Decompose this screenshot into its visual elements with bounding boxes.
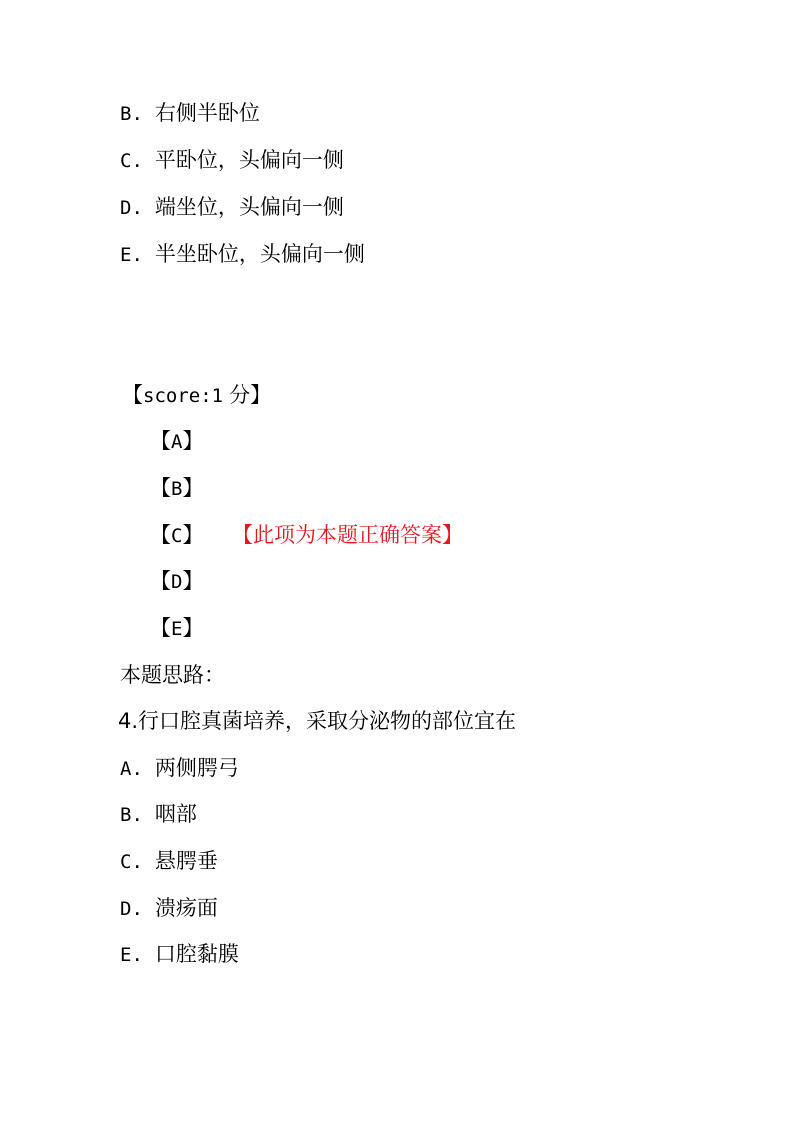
prev-option-c	[120, 146, 344, 175]
score-open-bracket: 【	[122, 383, 143, 407]
question-option-e	[120, 940, 239, 969]
question-option-a	[120, 754, 239, 783]
option-letter: D.	[120, 197, 143, 219]
explanation-label: 本题思路：	[120, 663, 225, 687]
option-letter: B.	[120, 804, 143, 826]
answer-option-e	[150, 614, 203, 643]
question-option-d	[120, 894, 218, 923]
option-letter: E.	[120, 244, 143, 266]
option-text: 两侧腭弓	[154, 756, 239, 780]
option-text: 平卧位，头偏向一侧	[154, 148, 344, 172]
answer-letter: A	[171, 431, 183, 453]
option-text: 半坐卧位，头偏向一侧	[154, 242, 365, 266]
open-bracket: 【	[150, 429, 171, 453]
question-option-c	[120, 847, 218, 876]
question-option-b	[120, 800, 197, 829]
answer-letter: D	[171, 571, 183, 593]
open-bracket: 【	[150, 569, 171, 593]
answer-letter: B	[171, 478, 183, 500]
option-text: 溃疡面	[154, 896, 218, 920]
close-bracket: 】	[182, 476, 204, 500]
answer-letter: C	[171, 525, 183, 547]
option-text: 口腔黏膜	[154, 942, 239, 966]
option-letter: C.	[120, 851, 143, 873]
option-text: 咽部	[154, 802, 197, 826]
prev-option-e	[120, 240, 365, 269]
option-letter: B.	[120, 103, 143, 125]
option-text: 端坐位，头偏向一侧	[154, 195, 344, 219]
prev-option-b	[120, 99, 260, 128]
score-label: score:1	[143, 385, 224, 407]
close-bracket: 】	[182, 616, 204, 640]
prev-option-d	[120, 193, 344, 222]
score-unit: 分	[229, 383, 251, 407]
option-letter: E.	[120, 944, 143, 966]
question-text: 4.行口腔真菌培养，采取分泌物的部位宜在	[118, 709, 517, 733]
option-text: 右侧半卧位	[154, 101, 260, 125]
open-bracket: 【	[150, 476, 171, 500]
correct-answer-marker: 【此项为本题正确答案】	[232, 523, 463, 547]
option-text: 悬腭垂	[154, 849, 218, 873]
answer-option-c	[150, 521, 203, 550]
score-line	[122, 381, 271, 410]
answer-option-b	[150, 474, 203, 503]
score-close-bracket: 】	[250, 383, 272, 407]
answer-option-a	[150, 427, 203, 456]
answer-option-d	[150, 567, 203, 596]
option-letter: A.	[120, 758, 143, 780]
open-bracket: 【	[150, 523, 171, 547]
option-letter: D.	[120, 898, 143, 920]
close-bracket: 】	[182, 523, 204, 547]
open-bracket: 【	[150, 616, 171, 640]
option-letter: C.	[120, 150, 143, 172]
close-bracket: 】	[182, 429, 204, 453]
close-bracket: 】	[182, 569, 204, 593]
answer-letter: E	[171, 618, 183, 640]
